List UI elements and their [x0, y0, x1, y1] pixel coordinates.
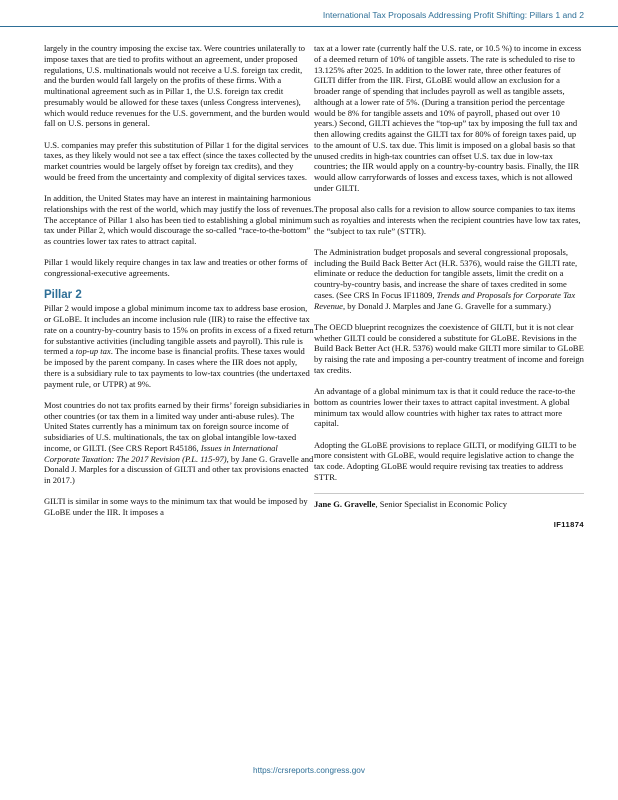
author-title: , Senior Specialist in Economic Policy	[375, 499, 507, 509]
left-column	[44, 43, 314, 528]
paragraph	[44, 400, 314, 486]
paragraph: In addition, the United States may have an interest in maintaining harmonious relationships with the rest of the world, which may justify the loss of revenues. The acceptance of Pillar 1 also has been tied to establishing a global minimum tax under Pillar 2, which would discourage the so-called “race-to-the-bottom” as countries lower tax rates to attract capital.	[44, 193, 314, 246]
paragraph: GILTI is similar in some ways to the minimum tax that would be imposed by GLoBE under the IIR. It imposes a	[44, 496, 308, 517]
paragraph	[314, 247, 584, 312]
italic-term: top-up tax	[75, 346, 111, 357]
paragraph: An advantage of a global minimum tax is that it could reduce the race-to-the bottom as countries lower their taxes to attract capital investment. A global minimum tax would allow countries with higher tax rates to attract more capital.	[314, 386, 576, 429]
author-divider	[314, 493, 584, 494]
paragraph	[44, 303, 314, 389]
paragraph: The proposal also calls for a revision to allow source companies to tax items such as royalties and interests when the recipient countries have low tax rates, the “subject to tax rule” (STTR).	[314, 204, 581, 236]
product-code: IF11874	[553, 520, 584, 530]
right-column	[314, 43, 584, 531]
author-credit	[314, 499, 584, 510]
header-rule	[0, 26, 618, 27]
section-heading-pillar-2: Pillar 2	[44, 289, 82, 302]
paragraph: U.S. companies may prefer this substitution of Pillar 1 for the digital services taxes, as they likely would not see a tax effect (since the taxes collected by the market countries would be largely offset by foreign tax credits), and they would be freed from the uncertainty and complexity of digital services taxes.	[44, 139, 313, 182]
text-span: . The income base is financial profits. These taxes would be imposed by the parent company. In cases where the IIR does not apply, there is a subsidiary rule to tax payments to low-tax countries (the undertaxed payment rule, or UTPR) at 9%.	[44, 346, 310, 389]
footer-url-link[interactable]: https://crsreports.congress.gov	[253, 766, 365, 775]
paragraph: largely in the country imposing the excise tax. Were countries unilaterally to impose taxes that are tied to profits without an agreement, under proposed regulations, U.S. multinationals would not receive a U.S. foreign tax credit, and the burden would fall largely on the profits of these firms. With a multinational agreement such as in Pillar 1, the U.S. foreign tax credit presumably would be allowed for these taxes (unless Congress intervenes), which would reduce revenues for the U.S. government, and the burden would fall on U.S. persons in general.	[44, 43, 310, 129]
text-span: The Administration budget proposals and several congressional proposals, including the Build Back Better Act (H.R. 5376), would raise the GILTI rate, eliminate or reduce the deduction for tangible assets, limit the credit on a country-by-country basis, and increase the share of taxes credited in some cases. (See CRS In Focus IF11809,	[314, 246, 578, 300]
text-span: , by Jane G. Gravelle and Donald J. Marples for a discussion of GILTI and other tax provisions enacted in 2017.)	[44, 453, 314, 485]
author-name: Jane G. Gravelle	[314, 499, 376, 509]
text-span: , by Donald J. Marples and Jane G. Gravelle for a summary.)	[342, 300, 552, 311]
text-span: Pillar 2 would impose a global minimum income tax to address base erosion, or GLoBE. It includes an income inclusion rule (IIR) to raise the effective tax rate on a country-by-country basis to 15% on profits in excess of a fixed return for substantive activities (including tangible assets and payroll). This rule is termed a	[44, 303, 314, 357]
paragraph: Pillar 1 would likely require changes in tax law and treaties or other forms of congressional-executive agreements.	[44, 257, 308, 278]
paragraph: The OECD blueprint recognizes the coexistence of GILTI, but it is not clear whether GILTI could be considered a substitute for GLoBE. Revisions in the Build Back Better Act (H.R. 5376) would make GILTI more similar to GLoBE by raising the rate and imposing a per-country treatment of income and foreign tax credits.	[314, 321, 584, 375]
report-title: Issues in International Corporate Taxation: The 2017 Revision (P.L. 115-97)	[44, 442, 278, 464]
running-header-title: International Tax Proposals Addressing Profit Shifting: Pillars 1 and 2	[322, 10, 584, 20]
paragraph: Adopting the GLoBE provisions to replace GILTI, or modifying GILTI to be more consistent with GLoBE, would require legislative action to change the tax code. Adopting GLoBE would require revising tax treaties to address STTR.	[314, 439, 577, 482]
report-title: Trends and Proposals for Corporate Tax Revenue	[314, 289, 576, 311]
paragraph: tax at a lower rate (currently half the U.S. rate, or 10.5 %) to income in excess of a deemed return of 10% of tangible assets. The rate is scheduled to rise to 13.125% after 2025. In addition to the lower rate, three other features of GILTI differ from the IIR. First, GLoBE would allow an exclusion for a broader range of spending that includes payroll as well as tangible assets, although at a lower rate of 5%. (During a transition period the percentage would be 8% for tangible assets and 10% of payroll, phased out over 10 years.) Second, GILTI achieves the “top-up” tax by imposing the full tax and then allowing credits against the GILTI tax for 80% of foreign taxes paid, up to the amount of U.S. tax due. This limit is imposed on a global basis so that unused credits in high-tax countries can offset U.S. tax due in low-tax countries; the IIR would apply on a country-by-country basis. Finally, the IIR would allow carryforwards of losses and excess taxes, which is not allowed under GILTI.	[314, 43, 582, 193]
text-span: Most countries do not tax profits earned by their firms’ foreign subsidiaries in other countries (or tax them in a limited way under anti-abuse rules). The United States currently has a minimum tax on foreign source income of subsidiaries of U.S. multinationals, the tax on global intangible low-taxed income, or GILTI. (See CRS Report R45186,	[44, 399, 310, 453]
